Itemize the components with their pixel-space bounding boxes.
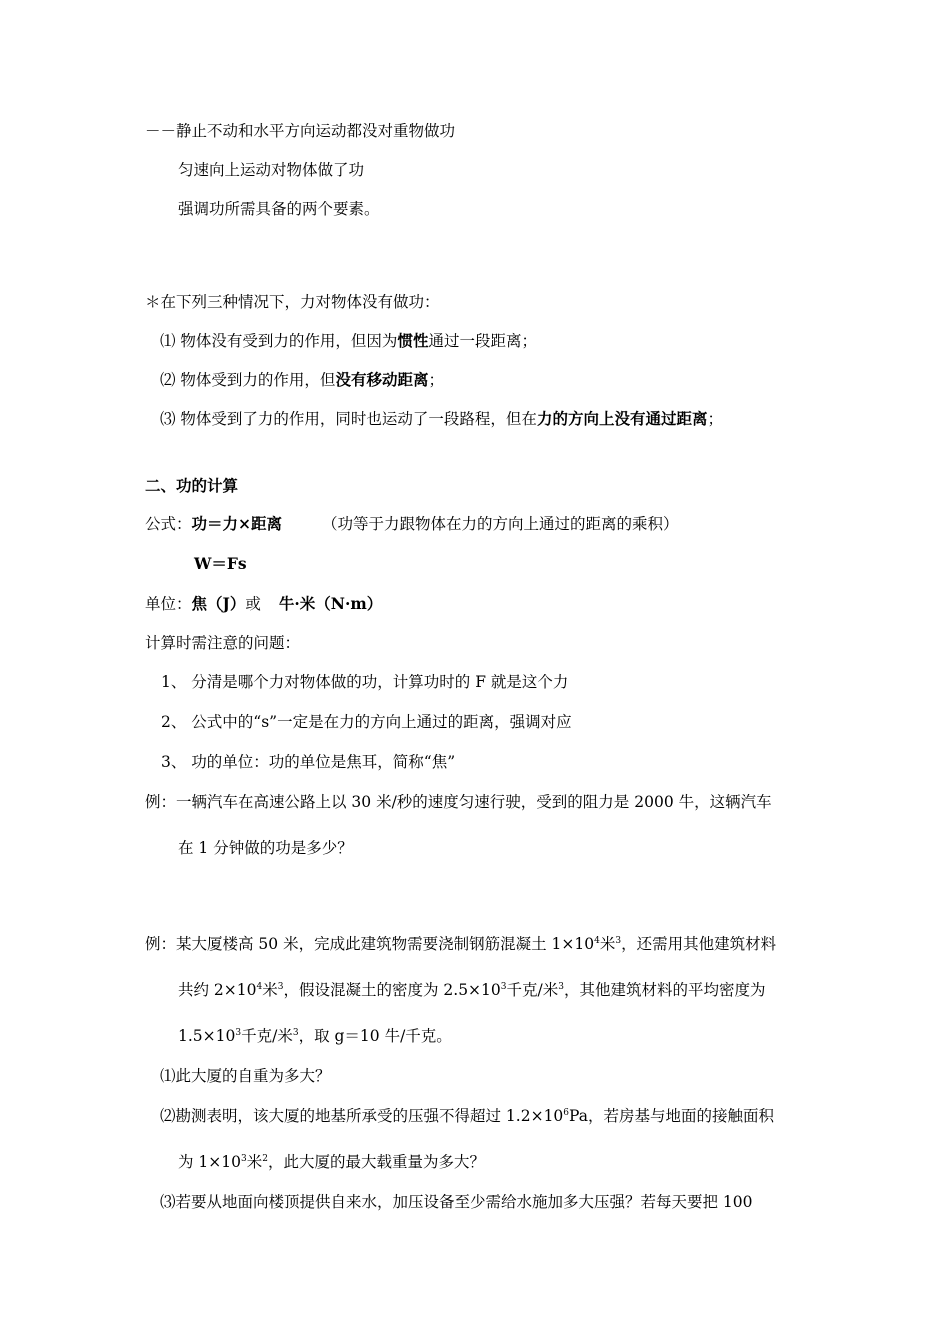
example-2-question-2-line-2 <box>178 1152 485 1172</box>
ex2-l3-exp1: 3 <box>235 1027 242 1038</box>
ex2-l2-exp1: 4 <box>256 981 263 992</box>
unit-or: 或 <box>245 595 261 613</box>
ex2-l2d: 千克/米 <box>506 981 559 999</box>
example-2-line-3 <box>178 1026 452 1046</box>
ex2-l3b: 千克/米 <box>241 1027 293 1045</box>
formula-bold: 功＝力×距离 <box>191 514 283 533</box>
example-2-question-3: ⑶若要从地面向楼顶提供自来水，加压设备至少需给水施加多大压强？若每天要把 100 <box>160 1193 753 1211</box>
example-2-question-2-line-1 <box>160 1106 774 1126</box>
ex2-l2a: 共约 2×10 <box>178 981 257 999</box>
ex2-l1-exp2: 3 <box>615 935 622 946</box>
ex2-l2b: 米 <box>262 981 278 999</box>
unit-newton-meter: 牛·米（N·m） <box>278 594 383 613</box>
no-work-item-2-pre: ⑵ 物体受到力的作用，但 <box>160 371 336 389</box>
note-3: 3、 功的单位：功的单位是焦耳，简称“焦” <box>161 753 456 771</box>
unit-joule: 焦（J） <box>191 594 246 613</box>
example-2-question-1: ⑴此大厦的自重为多大？ <box>160 1067 331 1085</box>
ex2-q2c: 为 1×10 <box>178 1153 241 1171</box>
note-1: 1、 分清是哪个力对物体做的功，计算功时的 F 就是这个力 <box>161 673 569 691</box>
ex2-q2d: 米 <box>246 1153 263 1171</box>
no-work-item-3-post: ； <box>707 410 723 428</box>
unit-line <box>145 594 382 614</box>
no-work-item-2-bold: 没有移动距离 <box>335 370 429 389</box>
ex2-l2-exp4: 3 <box>558 981 564 992</box>
ex2-q2-exp1: 6 <box>563 1107 570 1118</box>
no-work-item-1-bold: 惯性 <box>397 331 429 350</box>
intro-line-3: 强调功所需具备的两个要素。 <box>178 200 380 218</box>
ex2-q2-exp2: 3 <box>241 1153 247 1164</box>
ex2-l2-exp3: 3 <box>500 981 507 992</box>
no-work-item-3-bold: 力的方向上没有通过距离 <box>536 409 708 428</box>
ex2-l1-exp1: 4 <box>594 935 600 946</box>
formula-label: 公式： <box>145 515 192 533</box>
no-work-item-3-pre: ⑶ 物体受到了力的作用，同时也运动了一段路程，但在 <box>160 410 537 428</box>
example-1-line-2: 在 1 分钟做的功是多少？ <box>178 839 353 857</box>
no-work-item-1-post: 通过一段距离； <box>428 332 537 350</box>
note-2: 2、 公式中的“s”一定是在力的方向上通过的距离，强调对应 <box>161 713 572 731</box>
ex2-l3-exp2: 3 <box>292 1027 299 1038</box>
intro-line-1: －－静止不动和水平方向运动都没对重物做功 <box>145 122 456 140</box>
ex2-q2a: ⑵勘测表明，该大厦的地基所承受的压强不得超过 1.2×10 <box>160 1107 564 1125</box>
no-work-item-2 <box>160 370 444 390</box>
no-work-item-1 <box>160 331 537 351</box>
ex2-l1b: 米 <box>599 935 616 953</box>
ex2-l2c: ，假设混凝土的密度为 2.5×10 <box>283 981 501 999</box>
ex2-l2e: ，其他建筑材料的平均密度为 <box>563 981 766 999</box>
ex2-l1a: 例：某大厦楼高 50 米，完成此建筑物需要浇制钢筋混凝土 1×10 <box>145 935 595 953</box>
no-work-title: ＊在下列三种情况下，力对物体没有做功： <box>145 293 440 311</box>
ex2-q2e: ，此大厦的最大载重量为多大？ <box>267 1153 485 1171</box>
section-heading: 二、功的计算 <box>145 476 239 495</box>
notes-title: 计算时需注意的问题： <box>145 634 301 652</box>
no-work-item-2-post: ； <box>428 371 444 389</box>
ex2-l2-exp2: 3 <box>277 981 284 992</box>
unit-label: 单位： <box>145 595 192 613</box>
example-1-line-1: 例：一辆汽车在高速公路上以 30 米/秒的速度匀速行驶，受到的阻力是 2000 牛，这辆汽车 <box>145 793 772 811</box>
ex2-l3c: ，取 g＝10 牛/千克。 <box>298 1027 452 1045</box>
formula-symbol: W＝Fs <box>194 554 247 573</box>
no-work-item-1-pre: ⑴ 物体没有受到力的作用，但因为 <box>160 332 398 350</box>
example-2-line-2 <box>178 980 766 1000</box>
ex2-q2b: Pa，若房基与地面的接触面积 <box>569 1107 775 1125</box>
ex2-q2-exp3: 2 <box>262 1153 268 1164</box>
ex2-l1c: ，还需用其他建筑材料 <box>621 935 777 953</box>
intro-line-2: 匀速向上运动对物体做了功 <box>178 161 365 179</box>
example-2-line-1 <box>145 934 776 954</box>
formula-line <box>145 514 679 534</box>
no-work-item-3 <box>160 409 723 429</box>
ex2-l3a: 1.5×10 <box>178 1027 236 1045</box>
formula-note: （功等于力跟物体在力的方向上通过的距离的乘积） <box>322 515 679 533</box>
